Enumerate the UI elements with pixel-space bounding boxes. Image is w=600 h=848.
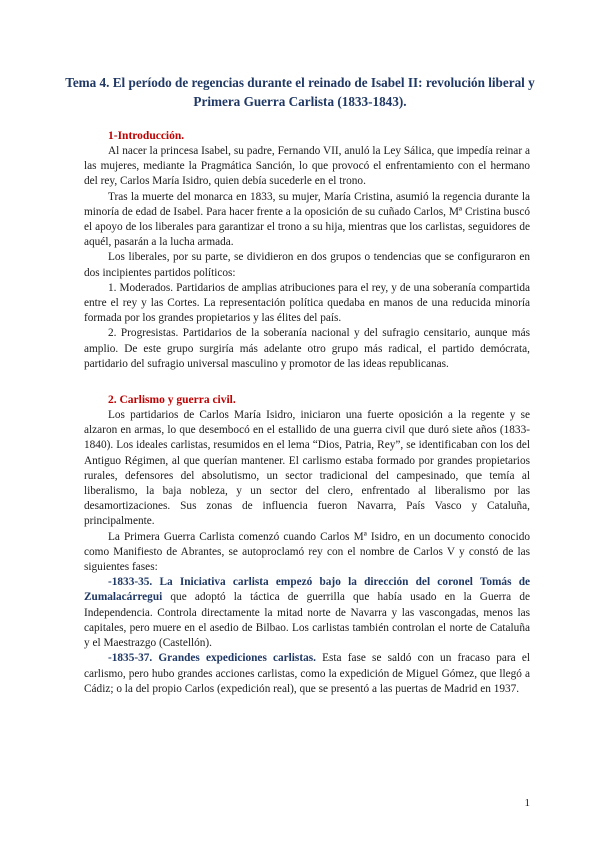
phase-item [84,575,530,651]
section-heading-introduccion: 1-Introducción. [108,130,185,142]
list-item-progresistas: 2. Progresistas. Partidarios de la soberanía nacional y del sufragio censitario, aunque más amplio. De este grupo surgiría más adelante otro grupo más radical, el partido demócrata, partidario del sufragio universal masculino y promotor de las ideas republicanas. [84,327,530,370]
phase-text: que adoptó la táctica de guerrilla que había usado en la Guerra de Independencia. Controla directamente la mitad norte de Navarra y las vascongadas, menos las capitales, pero muere en el asedio de Bilbao. Los carlistas también controlan el norte de Cataluña y el Maestrazgo (Castellón). [84,591,530,650]
page-number: 1 [524,797,530,809]
paragraph: Los liberales, por su parte, se dividieron en dos grupos o tendencias que se configuraron en dos incipientes partidos políticos: [84,251,530,279]
paragraph: Los partidarios de Carlos María Isidro, iniciaron una fuerte oposición a la regente y se alzaron en armas, lo que desembocó en el estallido de una guerra civil que duró siete años (1833-1840). Los ideales carlistas, resumidos en el lema “Dios, Patria, Rey”, se identificaban con los del Antiguo Régimen, al que querían mantener. El carlismo estaba formado por grandes propietarios rurales, defensores del absolutismo, un sector tradicional del campesinado, que temía al liberalismo, la baja nobleza, y un sector del clero, enfrentado al liberalismo por las desamortizaciones. Sus zonas de influencia fueron Navarra, País Vasco y Cataluña, principalmente. [84,409,530,528]
phase-label: -1835-37. Grandes expediciones carlistas. [108,652,316,665]
phase-label: -1833-35. La Iniciativa carlista empezó bajo la dirección del coronel Tomás de Zumalacárregui [84,576,530,604]
phase-item [84,651,530,697]
document-body [84,128,530,697]
section-heading-carlismo: 2. Carlismo y guerra civil. [108,394,236,407]
paragraph: Al nacer la princesa Isabel, su padre, Fernando VII, anuló la Ley Sálica, que impedía reinar a las mujeres, mediante la Pragmática Sanción, lo que provocó el enfrentamiento con el hermano del rey, Carlos María Isidro, quien debía sucederle en el trono. [84,145,530,188]
document-title: Tema 4. El período de regencias durante el reinado de Isabel II: revolución liberal y Primera Guerra Carlista (1833-1843). [65,75,535,109]
paragraph: La Primera Guerra Carlista comenzó cuando Carlos Mª Isidro, en un documento conocido como Manifiesto de Abrantes, se autoproclamó rey con el nombre de Carlos V y constó de las siguientes fases: [84,530,530,574]
list-item-moderados: 1. Moderados. Partidarios de amplias atribuciones para el rey, y de una soberanía compartida entre el rey y las Cortes. La representación política quedaba en manos de una reducida minoría formada por los grandes propietarios y las élites del país. [84,281,530,325]
phase-text: Esta fase se saldó con un fracaso para el carlismo, pero hubo grandes acciones carlistas, como la expedición de Miguel Gómez, que llegó a Cádiz; o la del propio Carlos (expedición real), que se presentó a las puertas de Madrid en 1937. [84,652,530,695]
paragraph: Tras la muerte del monarca en 1833, su mujer, María Cristina, asumió la regencia durante la minoría de edad de Isabel. Para hacer frente a la oposición de su cuñado Carlos, Mª Cristina buscó el apoyo de los liberales para garantizar el trono a su hija, mientras que los carlistas, seguidores de aquél, pasarán a la lucha armada. [84,190,530,249]
